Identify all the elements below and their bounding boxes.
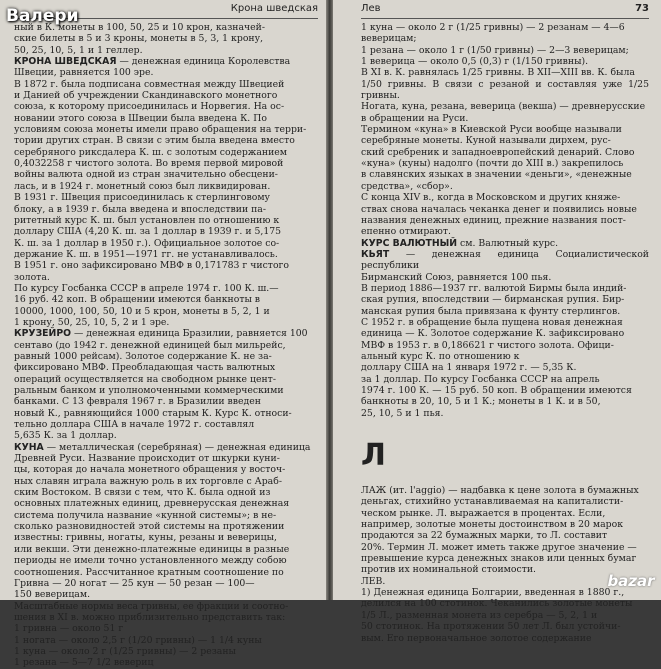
left-text-line: войны валюта одной из стран значительно обесцени-	[14, 169, 278, 181]
left-text-line: новании этого союза в Швеции была введена К. По	[14, 112, 267, 124]
right-text-line: за 1 доллар. По курсу Госбанка СССР на апрель	[361, 373, 600, 385]
right-running-head-title: Лев	[361, 3, 381, 14]
right-text-l-line: 1/5 Л., разменная монета из серебра — 5, 2, 1 и	[361, 609, 598, 621]
right-text-l-line: ЛЕВ.	[361, 575, 386, 587]
left-text-line: 50, 25, 10, 5, 1 и 1 геллер.	[14, 44, 143, 56]
right-text-line: 1 куна — около 2 г (1/25 гривны) — 2 резанам — 4—6	[361, 22, 625, 33]
right-text-line: манская рупия была привязана к фунту стерлингов.	[361, 305, 621, 317]
left-text-line: В 1951 г. оно зафиксировано МВФ в 0,171783 г чистого	[14, 260, 290, 272]
left-text-line: банками. С 13 февраля 1967 г. в Бразилии введен	[14, 396, 261, 408]
left-text-line: ским Востоком. В связи с тем, что К. была одной из	[14, 487, 271, 499]
right-text-line: С конца XIV в., когда в Московском и других княже-	[361, 192, 621, 204]
right-text-line: доллару США на 1 января 1972 г. — 5,35 К.	[361, 362, 577, 374]
left-text-line: основных платежных единиц, древнерусская денежная	[14, 498, 290, 510]
right-text-l-line: ЛАЖ (ит. l'aggio) — надбавка к цене золота в бумажных	[361, 485, 639, 497]
left-text-line: союза, к которому присоединилась и Норвегия. На ос-	[14, 101, 285, 113]
left-text-line: и Данией об учреждении Скандинавского монетного	[14, 90, 278, 102]
right-text-l-line: превышение курса денежных знаков или ценных бумаг	[361, 553, 637, 565]
headword: КРУЗЕЙРО	[14, 328, 72, 340]
left-text-line: ральным банком и уполномоченными коммерческими	[14, 385, 284, 396]
left-text-line: операций осуществляется на свободном рынке цент-	[14, 373, 276, 385]
left-text-line: серебряного риксдалера К. ш. с золотым содержанием	[14, 146, 288, 158]
left-text-line: 1 крону, 50, 25, 10, 5, 2 и 1 эре.	[14, 316, 170, 328]
right-text-line: альный курс К. по отношению к	[361, 350, 520, 362]
left-text-line: цы, которая до начала монетного обращения у восточ-	[14, 464, 286, 476]
headword: КУНА	[14, 441, 44, 453]
right-text-l-line: 50 стотинок. На протяжении 50 лет Л. был устойчи-	[361, 621, 621, 633]
right-text-line: В период 1886—1937 гг. валютой Бирмы была индий-	[361, 282, 627, 294]
right-text-line: КУРС ВАЛЮТНЫЙ см. Валютный курс.	[361, 237, 559, 249]
right-text-line: ская рупия, впоследствии — бирманская рупия. Бир-	[361, 294, 625, 306]
right-page-body-section-l	[361, 485, 649, 644]
left-text-line: Масштабные нормы веса гривны, ее фракции и соотно-	[14, 600, 289, 612]
left-text-line: КРОНА ШВЕДСКАЯ — денежная единица Королевства	[14, 56, 291, 68]
right-text-line: 25, 10, 5 и 1 пья.	[361, 407, 444, 419]
right-text-line: названия денежных единиц, прежние названия пост-	[361, 214, 626, 226]
left-text-line: Древней Руси. Название происходит от шкурки куни-	[14, 453, 280, 465]
left-text-line: КУНА — металлическая (серебряная) — денежная единица	[14, 441, 311, 453]
left-text-line: По курсу Госбанка СССР в апреле 1974 г. 100 К. ш.—	[14, 282, 279, 294]
section-letter: Л	[361, 438, 386, 474]
left-text-line: или векши. Эти денежно-платежные единицы в разные	[14, 543, 290, 555]
left-text-line: фиксировано МВФ. Преобладающая часть валютных	[14, 362, 276, 374]
right-page-body	[361, 22, 649, 419]
right-text-line: Ногата, куна, резана, веверица (векша) — древнерусские	[361, 101, 646, 113]
left-text-line: тории других стран. В связи с этим была введена вместо	[14, 135, 295, 147]
right-text-line: С 1952 г. в обращение была пущена новая денежная	[361, 316, 623, 328]
left-text-line: 150 веверицам.	[14, 589, 91, 601]
right-text-line: «куна» (куны) надолго (почти до XIII в.) закрепилось	[361, 158, 624, 170]
left-text-line: 5,635 К. за 1 доллар.	[14, 430, 117, 442]
left-text-line: лась, и в 1924 г. монетный союз был ликвидирован.	[14, 180, 271, 192]
right-text-line: В XI в. К. равнялась 1/25 гривны. В XII—XIII вв. К. была	[361, 67, 635, 79]
right-text-line: банкноты в 20, 10, 5 и 1 К.; монеты в 1 К. и в 50,	[361, 396, 601, 408]
right-text-l-line: например, золотые монеты достоинством в 20 марок	[361, 519, 624, 531]
right-text-line: 1 резана — около 1 г (1/50 гривны) — 2—3 веверицам;	[361, 44, 629, 56]
left-text-line: КРУЗЕЙРО — денежная единица Бразилии, равняется 100	[14, 328, 308, 340]
watermark-text: Валери	[6, 6, 79, 26]
left-text-line: ных славян играла важную роль в их торговле с Араб-	[14, 475, 282, 487]
right-text-line: 1/50 гривны. В связи с резаной и составляя уже 1/25 гривны.	[361, 78, 649, 102]
right-text-l-line: деньгах, стихийно устанавливаемая на капиталисти-	[361, 496, 624, 508]
left-text-line: сколько разновидностей этой системы на протяжении	[14, 521, 285, 533]
left-text-line: В 1931 г. Швеция присоединилась к стерлинговому	[14, 192, 271, 204]
right-text-line: единица — К. Золотое содержание К. зафиксировано	[361, 328, 625, 340]
right-text-line: 1 веверица — около 0,5 (0,3) г (1/150 гривны).	[361, 56, 589, 68]
left-text-line: ские билеты в 5 и 3 кроны, монеты в 5, 3, 1 крону,	[14, 33, 264, 45]
left-text-line: система получила название «кунной системы»; в не-	[14, 509, 277, 521]
left-text-line: условиям союза монеты имели право обращения на терри-	[14, 124, 307, 136]
right-text-line: епенно отмирают.	[361, 226, 452, 238]
left-text-line: известны: гривны, ногаты, куны, резаны и веверицы,	[14, 532, 277, 544]
left-text-line: шения в XI в. можно приблизительно представить так:	[14, 611, 286, 623]
headword: КРОНА ШВЕДСКАЯ	[14, 56, 117, 68]
right-text-line: веверицам;	[361, 33, 417, 45]
right-text-l-line: делился на 100 стотинок. Чеканились золотые монеты	[361, 598, 633, 610]
left-page-body	[14, 22, 318, 669]
left-text-line: блоку, а в 1939 г. была введена и впоследствии па-	[14, 203, 266, 215]
right-text-l-line: ческом рынке. Л. выражается в процентах. Если,	[361, 507, 606, 519]
left-text-line: К. ш. за 1 доллар в 1950 г.). Официальное золотое со-	[14, 237, 280, 249]
left-text-line: новый К., равняющийся 1000 старым К. Курс К. относи-	[14, 407, 292, 419]
right-text-line: 1974 г. 100 К. — 15 руб. 50 коп. В обращении имеются	[361, 385, 632, 396]
left-text-line: 1 гривна — около 51 г	[14, 623, 124, 635]
left-running-head-title: Крона шведская	[230, 3, 318, 14]
right-text-line: МВФ в 1953 г. в 0,186621 г чистого золота. Офици-	[361, 339, 614, 351]
left-text-line: золота.	[14, 271, 50, 283]
right-text-l-line: 20%. Термин Л. может иметь также другое значение —	[361, 541, 637, 553]
right-text-l-line: продаются за 22 бумажных марки, то Л. составит	[361, 530, 608, 542]
left-text-line: 1 куна — около 2 г (1/25 гривны) — 2 резаны	[14, 645, 236, 657]
left-text-line: Швеции, равняется 100 эре.	[14, 67, 154, 79]
right-text-l-line: 1) Денежная единица Болгарии, введенная в 1880 г.,	[361, 587, 625, 599]
left-page	[0, 0, 328, 669]
left-text-line: 0,4032258 г чистого золота. Во время первой мировой	[14, 158, 284, 170]
right-text-line: ский сребреник и западноевропейский денарий. Слово	[361, 146, 635, 158]
right-running-head	[361, 0, 649, 19]
left-text-line: соотношения. Рассчитанное кратным соотношение по	[14, 566, 284, 578]
left-text-line: 1 резана — 5—7 1/2 вевериц	[14, 657, 154, 669]
right-text-l-line: вым. Его первоначальное золотое содержание	[361, 632, 592, 644]
left-text-line: равный 1000 рейсам). Золотое содержание К. не за-	[14, 350, 272, 362]
right-text-line: средства», «сбор».	[361, 180, 453, 192]
right-text-line: серебряные монеты. Куной называли дирхем, рус-	[361, 135, 611, 147]
left-text-line: ритетный курс К. ш. был установлен по отношению к	[14, 214, 280, 226]
right-text-line: в обращении на Руси.	[361, 112, 469, 124]
right-text-line: Бирманский Союз, равняется 100 пья.	[361, 271, 552, 283]
left-text-line: Гривна — 20 ногат — 25 кун — 50 резан — 100—	[14, 577, 255, 589]
right-text-line: в славянских языках в значении «деньги», «денежные	[361, 169, 632, 181]
left-text-line: В 1872 г. была подписана совместная между Швецией	[14, 78, 285, 90]
right-text-line: ствах снова началась чеканка денег и появились новые	[361, 203, 637, 215]
left-text-line: сентаво (до 1942 г. денежной единицей был мильрейс,	[14, 339, 286, 351]
bazar-logo: bazar	[607, 572, 655, 590]
left-text-line: ный в К. монеты в 100, 50, 25 и 10 крон, казначей-	[14, 22, 265, 33]
headword: КУРС ВАЛЮТНЫЙ	[361, 237, 458, 249]
right-text-line: Термином «куна» в Киевской Руси вообще называли	[361, 124, 622, 136]
right-page	[333, 0, 661, 644]
right-text-line: КЬЯТ — денежная единица Социалистической республики	[361, 248, 649, 272]
left-text-line: 16 руб. 42 коп. В обращении имеются банкноты в	[14, 294, 261, 306]
left-text-line: периоды не имели точно установленного между собою	[14, 555, 287, 567]
right-text-l-line: против их номинальной стоимости.	[361, 564, 537, 576]
headword: КЬЯТ	[361, 248, 390, 260]
page-number: 73	[635, 3, 649, 14]
left-text-line: тельно доллара США в начале 1972 г. составлял	[14, 419, 255, 431]
left-text-line: держание К. ш. в 1951—1971 гг. не устанавливалось.	[14, 248, 278, 260]
left-text-line: доллару США (4,20 К. ш. за 1 доллар в 1939 г. и 5,175	[14, 226, 282, 238]
left-text-line: 1 ногата — около 2,5 г (1/20 гривны) — 1 1/4 куны	[14, 634, 262, 646]
left-text-line: 10000, 1000, 100, 50, 10 и 5 крон, монеты в 5, 2, 1 и	[14, 305, 270, 317]
